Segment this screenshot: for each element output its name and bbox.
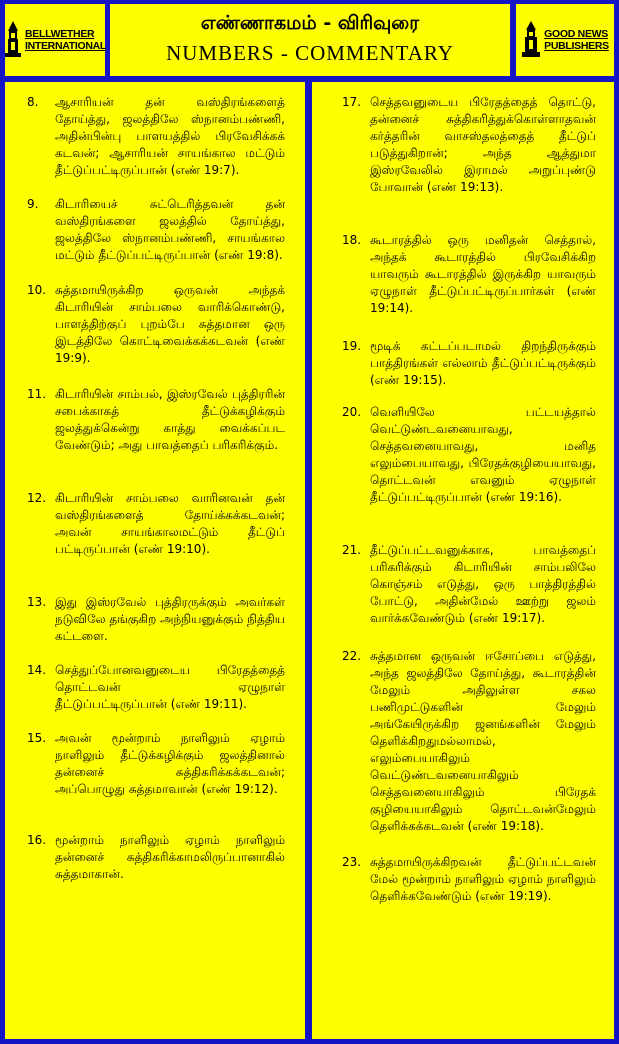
verse-text: சுத்தமான ஒருவன் ஈசோப்பை எடுத்து, அந்த ஜலத்திலே தோய்த்து, கூடாரத்தின் மேலும் அதிலுள்ள சகல பணிமுட்டுகளின் மேலும் அங்கேயிருக்கிற ஜனங்களின் மேலும் தெளிக்கிறதுமல்லாமல், எலும்பையாகிலும் வெட்டுண்டவனையாகிலும் செத்தவனையாகிலும் பிரேதக் குழியையாகிலும் தொட்டவன்மேலும் தெளிக்கக்கடவன் (எண் 19:18). bbox=[370, 649, 596, 833]
right-column bbox=[312, 82, 614, 1039]
verse-number: 21. bbox=[342, 543, 362, 557]
verse-number: 19. bbox=[342, 339, 362, 353]
good-news-logo-line2: PUBLISHERS bbox=[544, 40, 609, 52]
verse-text: செத்தவனுடைய பிரேதத்தைத் தொட்டு, தன்னைச் சுத்திகரித்துக்கொள்ளாதவன் கர்த்தரின் வாசஸ்தலத்தைத் தீட்டுப் படுத்துகிறான்; அந்த ஆத்துமா இஸ்ரவேலில் இராமல் அறுப்புண்டு போவான் (எண் 19:13). bbox=[370, 95, 596, 194]
verse-number: 20. bbox=[342, 405, 362, 419]
verse-number: 14. bbox=[27, 663, 47, 677]
verse-text: கிடாரியின் சாம்பலை வாரினவன் தன் வஸ்திரங்களைத் தோய்க்கக்கடவன்; அவன் சாயங்காலமட்டும் தீட்டுப் பட்டிருப்பான் (எண் 19:10). bbox=[55, 491, 285, 556]
page-title-english: NUMBERS - COMMENTARY bbox=[166, 41, 454, 65]
verse-text: மூன்றாம் நாளிலும் ஏழாம் நாளிலும் தன்னைச் சுத்திகரிக்காமலிருப்பானாகில் சுத்தமாகான். bbox=[55, 833, 285, 881]
verse-number: 23. bbox=[342, 855, 362, 869]
verse-text: செத்துப்போனவனுடைய பிரேதத்தைத் தொட்டவன் ஏழுநாள் தீட்டுப்பட்டிருப்பான் (எண் 19:11). bbox=[55, 663, 285, 711]
verse-text: அவன் மூன்றாம் நாளிலும் ஏழாம் நாளிலும் தீட்டுக்கழிக்கும் ஜலத்தினால் தன்னைச் சுத்திகரிக்கக்கடவன்; அப்பொழுது சுத்தமாவான் (எண் 19:12). bbox=[55, 731, 285, 796]
bellwether-logo bbox=[5, 4, 105, 76]
good-news-logo-box bbox=[516, 4, 614, 76]
verse-text: கிடாரியைச் சுட்டெரித்தவன் தன் வஸ்திரங்களை ஜலத்தில் தோய்த்து, ஜலத்திலே ஸ்நானம்பண்ணி, சாயங்கால மட்டும் தீட்டுப்பட்டிருப்பான் (எண் 19:8). bbox=[55, 197, 285, 262]
good-news-logo-line1: GOOD NEWS bbox=[544, 28, 608, 40]
page-title-tamil: எண்ணாகமம் - விரிவுரை bbox=[200, 12, 420, 34]
verse-number: 18. bbox=[342, 233, 362, 247]
verse-text: இது இஸ்ரவேல் புத்திரருக்கும் அவர்கள் நடுவிலே தங்குகிற அந்நியனுக்கும் நித்திய கட்டளை. bbox=[55, 595, 285, 643]
verse-text: கிடாரியின் சாம்பல், இஸ்ரவேல் புத்திரரின் சபைக்காகத் தீட்டுக்கழிக்கும் ஜலத்துக்கென்று காத்து வைக்கப்பட வேண்டும்; அது பாவத்தைப் பரிகரிக்கும். bbox=[55, 387, 285, 452]
verse-number: 15. bbox=[27, 731, 47, 745]
bellwether-logo-line2: INTERNATIONAL bbox=[24, 40, 107, 52]
verse-text: வெளியிலே பட்டயத்தால் வெட்டுண்டவனையாவது, செத்தவனையாவது, மனித எலும்பையாவது, பிரேதக்குழியையாவது, தொட்டவன் எவனும் ஏழுநாள் தீட்டுப்பட்டிருப்பான் (எண் 19:16). bbox=[370, 405, 596, 504]
bellwether-logo-box bbox=[5, 4, 105, 76]
verse-number: 16. bbox=[27, 833, 47, 847]
bellwether-logo-line1: BELLWETHER bbox=[24, 28, 95, 40]
good-news-logo bbox=[516, 4, 614, 76]
verse-text: சுத்தமாயிருக்கிறவன் தீட்டுப்பட்டவன் மேல் மூன்றாம் நாளிலும் ஏழாம் நாளிலும் தெளிக்கவேண்டும் (எண் 19:19). bbox=[370, 855, 596, 903]
verse-text: கூடாரத்தில் ஒரு மனிதன் செத்தால், அந்தக் கூடாரத்தில் பிரவேசிக்கிற யாவரும் கூடாரத்தில் இருக்கிற யாவரும் ஏழுநாள் தீட்டுப்பட்டிருப்பார்கள் (எண் 19:14). bbox=[370, 233, 596, 315]
verse-text: சுத்தமாயிருக்கிற ஒருவன் அந்தக் கிடாரியின் சாம்பலை வாரிக்கொண்டு, பாளத்திற்குப் புறம்பே சுத்தமான ஒரு இடத்திலே கொட்டிவைக்கக்கடவன் (எண் 19:9). bbox=[55, 283, 285, 365]
verse-text: ஆசாரியன் தன் வஸ்திரங்களைத் தோய்த்து, ஜலத்திலே ஸ்நானம்பண்ணி, அதின்பின்பு பாளயத்தில் பிரவேசிக்கக் கடவன்; ஆசாரியன் சாயங்கால மட்டும் தீட்டுப்பட்டிருப்பான் (எண் 19:7). bbox=[55, 95, 285, 177]
verse-number: 9. bbox=[27, 197, 39, 211]
bell-tower-icon bbox=[4, 20, 22, 60]
tower-icon bbox=[521, 20, 541, 60]
verse-text: தீட்டுப்பட்டவனுக்காக, பாவத்தைப் பரிகரிக்கும் கிடாரியின் சாம்பலிலே கொஞ்சம் எடுத்து, ஒரு பாத்திரத்தில் போட்டு, அதின்மேல் ஊற்று ஜலம் வார்க்கவேண்டும் (எண் 19:17). bbox=[370, 543, 596, 625]
verse-number: 11. bbox=[27, 387, 47, 401]
verse-number: 10. bbox=[27, 283, 47, 297]
verse-number: 22. bbox=[342, 649, 362, 663]
verse-number: 17. bbox=[342, 95, 362, 109]
verse-number: 8. bbox=[27, 95, 39, 109]
verse-number: 12. bbox=[27, 491, 47, 505]
verse-text: மூடிக் கட்டப்படாமல் திறந்திருக்கும் பாத்திரங்கள் எல்லாம் தீட்டுப்பட்டிருக்கும் (எண் 19:15). bbox=[370, 339, 596, 387]
verse-number: 13. bbox=[27, 595, 47, 609]
left-column bbox=[5, 82, 305, 1039]
title-box bbox=[110, 4, 510, 76]
